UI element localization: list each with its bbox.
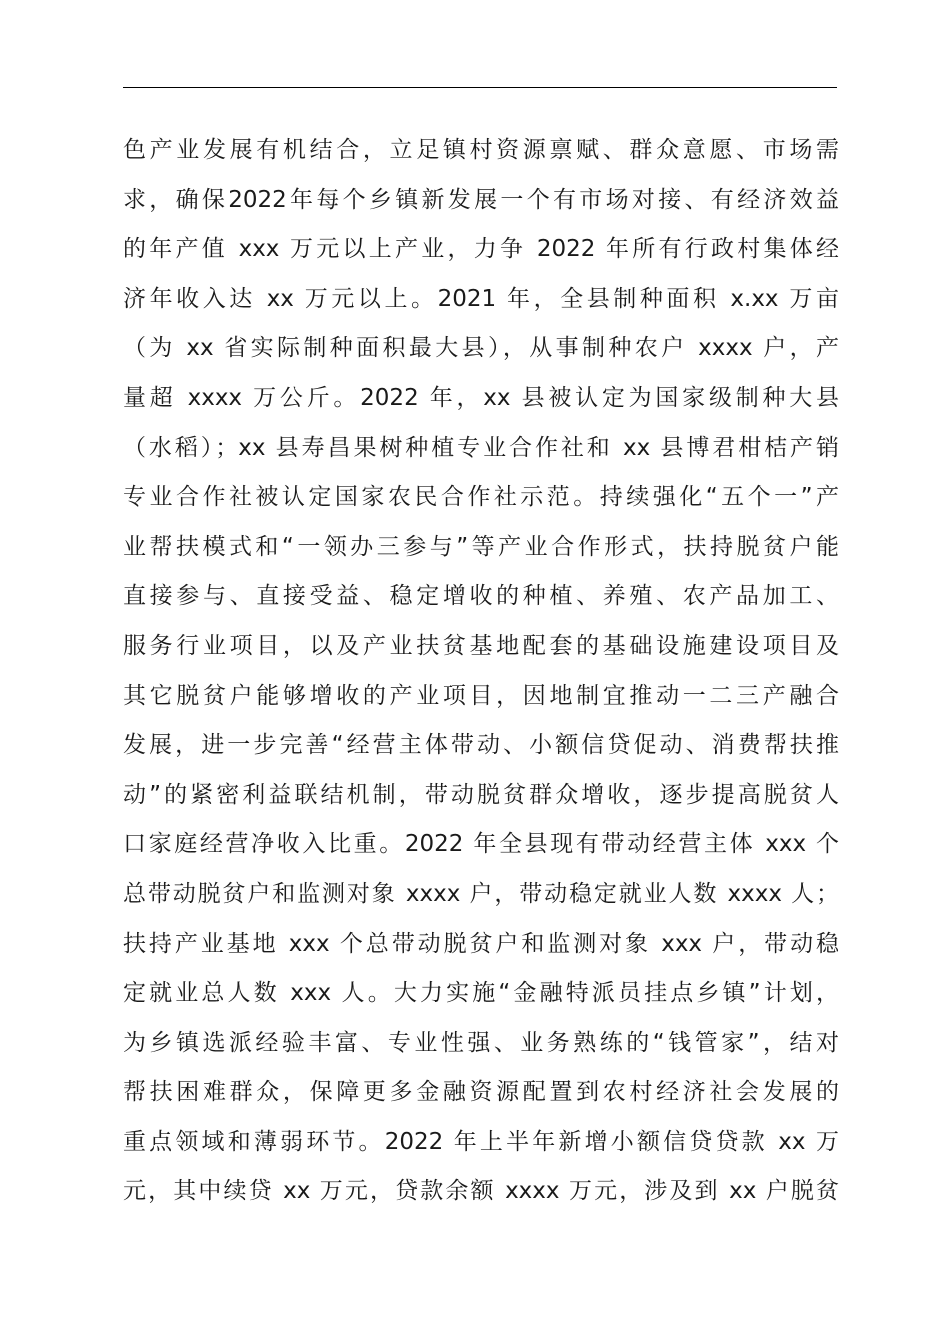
text-line: 业帮扶模式和“一领办三参与”等产业合作形式，扶持脱贫户能 [123, 533, 839, 560]
text-line: 其它脱贫户能够增收的产业项目，因地制宜推动一二三产融合 [123, 682, 839, 709]
text-line: 服务行业项目，以及产业扶贫基地配套的基础设施建设项目及 [123, 632, 839, 659]
text-line: 为乡镇选派经验丰富、专业性强、业务熟练的“钱管家”，结对 [123, 1029, 839, 1056]
text-line: 元，其中续贷 xx 万元，贷款余额 xxxx 万元，涉及到 xx 户脱贫 [123, 1178, 839, 1205]
text-line: 色产业发展有机结合，立足镇村资源禀赋、群众意愿、市场需 [123, 137, 839, 163]
header-rule [123, 87, 837, 88]
text-line: 帮扶困难群众，保障更多金融资源配置到农村经济社会发展的 [123, 1079, 839, 1106]
text-line: 专业合作社被认定国家农民合作社示范。持续强化“五个一”产 [123, 484, 839, 511]
text-line: 定就业总人数 xxx 人。大力实施“金融特派员挂点乡镇”计划， [123, 980, 839, 1007]
text-line: 济年收入达 xx 万元以上。2021 年，全县制种面积 x.xx 万亩 [123, 285, 839, 312]
text-line: 重点领域和薄弱环节。2022 年上半年新增小额信贷贷款 xx 万 [123, 1128, 839, 1155]
text-line: 扶持产业基地 xxx 个总带动脱贫户和监测对象 xxx 户，带动稳 [123, 930, 839, 957]
text-line: （水稻）；xx 县寿昌果树种植专业合作社和 xx 县博君柑桔产销 [123, 434, 839, 461]
text-line: 口家庭经营净收入比重。2022 年全县现有带动经营主体 xxx 个 [123, 831, 839, 858]
body-paragraph [123, 126, 839, 1217]
text-line: 直接参与、直接受益、稳定增收的种植、养殖、农产品加工、 [123, 583, 839, 610]
text-line: 求，确保2022年每个乡镇新发展一个有市场对接、有经济效益 [123, 186, 839, 213]
text-line: 的年产值 xxx 万元以上产业，力争 2022 年所有行政村集体经 [123, 236, 839, 263]
text-line: 量超 xxxx 万公斤。2022 年，xx 县被认定为国家级制种大县 [123, 384, 839, 411]
text-line: 总带动脱贫户和监测对象 xxxx 户，带动稳定就业人数 xxxx 人； [123, 880, 839, 907]
text-line: 发展，进一步完善“经营主体带动、小额信贷促动、消费帮扶推 [123, 732, 839, 759]
text-line: （为 xx 省实际制种面积最大县），从事制种农户 xxxx 户，产 [123, 335, 839, 362]
text-line: 动”的紧密利益联结机制，带动脱贫群众增收，逐步提高脱贫人 [123, 781, 839, 808]
